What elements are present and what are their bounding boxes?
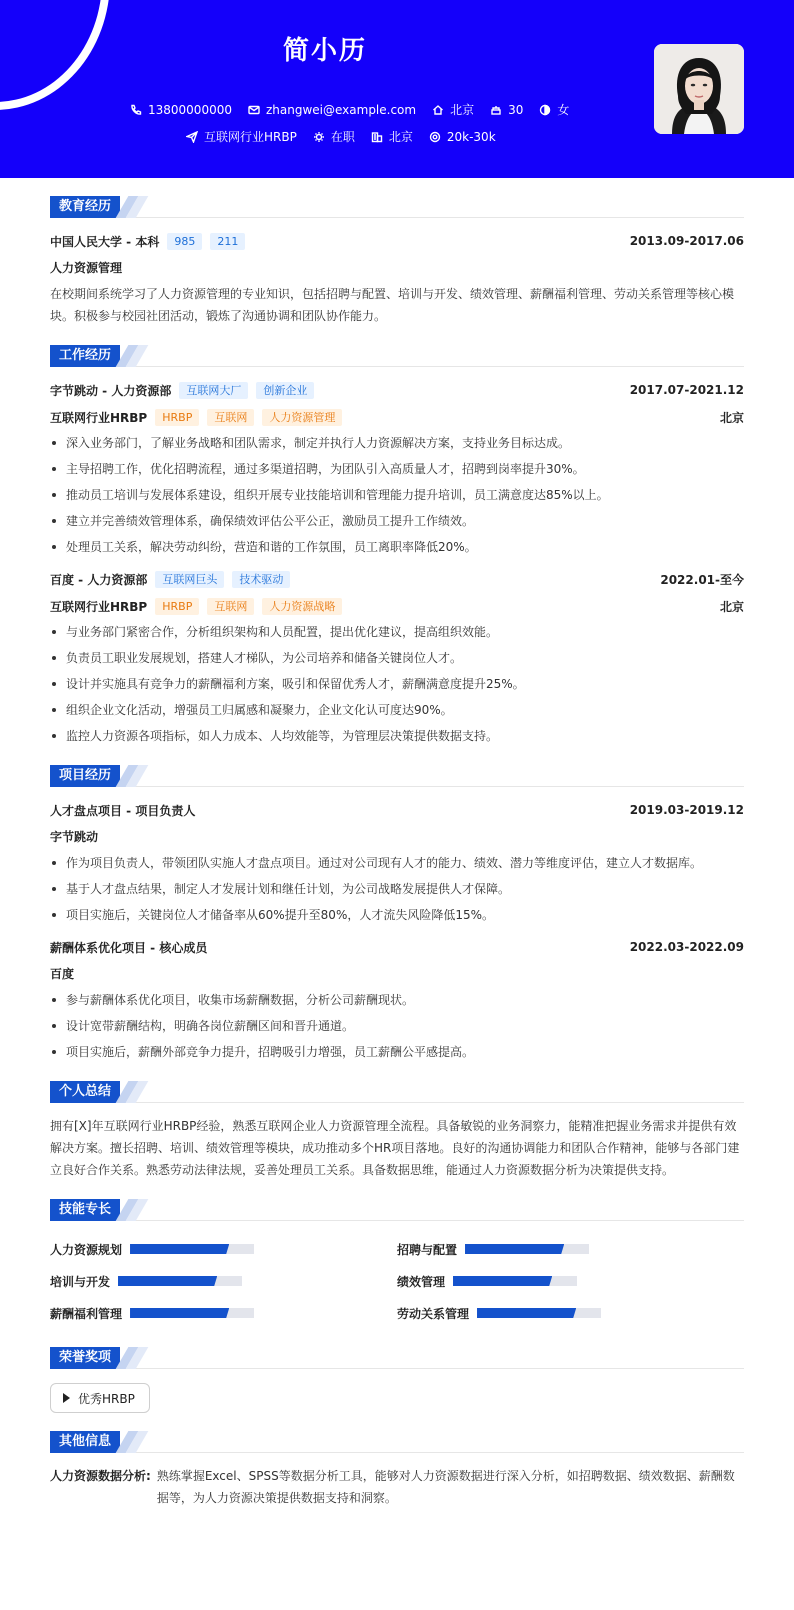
work-item [50,568,744,747]
other-value: 熟练掌握Excel、SPSS等数据分析工具，能够对人力资源数据进行深入分析，如招聘数据、绩效数据、薪酬数据等，为人力资源决策提供数据支持和洞察。 [156,1469,735,1505]
section-title: 其他信息 [50,1431,120,1453]
project-item [50,799,744,926]
send-icon [186,131,198,143]
work-section [50,345,744,747]
skill-fill [465,1244,564,1254]
list-item: 项目实施后，薪酬外部竞争力提升，招聘吸引力增强，员工薪酬公平感提高。 [50,1041,744,1063]
project-bullets [50,989,744,1063]
intent-city-text: 北京 [388,130,413,144]
skill-fill [453,1276,552,1286]
skill-item [397,1265,744,1297]
work-bullets [50,432,744,558]
project-name: 薪酬体系优化项目 - 核心成员 [50,940,208,955]
skill-bar [477,1308,601,1318]
section-header [50,1199,744,1221]
intent-city [371,128,413,145]
list-item: 基于人才盘点结果，制定人才发展计划和继任计划，为公司战略发展提供人才保障。 [50,878,744,900]
award-item [50,1383,150,1413]
intent-row [186,128,512,145]
list-item: 组织企业文化活动，增强员工归属感和凝聚力，企业文化认可度达90%。 [50,699,744,721]
skill-fill [130,1244,229,1254]
phone-text: 13800000000 [148,102,232,117]
salary-icon [429,131,441,143]
skill-name: 绩效管理 [397,1274,446,1289]
company-name: 字节跳动 - 人力资源部 [50,383,172,398]
skill-bar [130,1308,254,1318]
school-tag: 985 [167,233,202,250]
list-item: 推动员工培训与发展体系建设，组织开展专业技能培训和管理能力提升培训，员工满意度达85%以上。 [50,484,744,506]
project-bullets [50,852,744,926]
intent-position-text: 互联网行业HRBP [204,130,297,144]
skill-item [397,1233,744,1265]
skill-bar [453,1276,577,1286]
school-tag: 211 [210,233,245,250]
section-title: 技能专长 [50,1199,120,1221]
intent-status [313,128,355,145]
section-header [50,765,744,787]
section-header [50,196,744,218]
work-date: 2022.01-至今 [660,572,744,587]
company-tag: 互联网大厂 [179,382,248,399]
other-label: 人力资源数据分析: [50,1469,151,1483]
section-title: 教育经历 [50,196,120,218]
play-icon [63,1393,70,1403]
gender-text: 女 [557,103,570,117]
section-header [50,1431,744,1453]
mail-icon [248,104,260,116]
section-title: 荣誉奖项 [50,1347,120,1369]
contact-age [490,103,523,117]
section-header [50,345,744,367]
list-item: 处理员工关系，解决劳动纠纷，营造和谐的工作氛围，员工离职率降低20%。 [50,536,744,558]
skill-fill [118,1276,217,1286]
skills-section [50,1199,744,1329]
list-item: 项目实施后，关键岗位人才储备率从60%提升至80%，人才流失风险降低15%。 [50,904,744,926]
other-section [50,1431,744,1509]
contact-home [432,101,474,118]
skill-bar [130,1244,254,1254]
skill-item [397,1297,744,1329]
list-item: 负责员工职业发展规划，搭建人才梯队，为公司培养和储备关键岗位人才。 [50,647,744,669]
summary-text: 拥有[X]年互联网行业HRBP经验，熟悉互联网企业人力资源管理全流程。具备敏锐的业务洞察力，能精准把握业务需求并提供有效解决方案。擅长招聘、培训、绩效管理等模块，成功推动多个HR项目落地。良好的沟通协调能力和团队合作精神，能够与各部门建立良好合作关系。熟悉劳动法律法规，妥善处理员工关系。具备数据思维，能通过人力资源数据分析为决策提供支持。 [50,1119,740,1177]
work-city: 北京 [719,410,744,425]
awards-section [50,1347,744,1413]
project-item [50,936,744,1063]
section-title: 个人总结 [50,1081,120,1103]
work-date: 2017.07-2021.12 [629,383,744,397]
intent-position [186,128,297,145]
project-name: 人才盘点项目 - 项目负责人 [50,803,196,818]
skill-bar [465,1244,589,1254]
company-name: 百度 - 人力资源部 [50,572,148,587]
skill-name: 薪酬福利管理 [50,1306,123,1321]
role-tag: 互联网 [207,409,254,426]
list-item: 参与薪酬体系优化项目，收集市场薪酬数据，分析公司薪酬现状。 [50,989,744,1011]
skill-item [50,1233,397,1265]
intent-status-text: 在职 [330,130,355,144]
home-text: 北京 [450,103,475,117]
education-date: 2013.09-2017.06 [629,234,744,248]
role-tag: 互联网 [207,598,254,615]
award-name: 优秀HRBP [78,1391,135,1406]
gender-icon [539,104,551,116]
role-name: 互联网行业HRBP [50,410,148,425]
list-item: 与业务部门紧密合作，分析组织架构和人员配置，提出优化建议，提高组织效能。 [50,621,744,643]
contact-row [130,101,585,118]
city-icon [371,131,383,143]
other-item [50,1465,744,1509]
work-item [50,379,744,558]
section-header [50,1081,744,1103]
skill-fill [130,1308,229,1318]
list-item: 设计宽带薪酬结构，明确各岗位薪酬区间和晋升通道。 [50,1015,744,1037]
section-title: 项目经历 [50,765,120,787]
candidate-name: 简小历 [282,36,367,66]
skill-name: 招聘与配置 [397,1242,458,1257]
resume-header [0,0,794,178]
email-text: zhangwei@example.com [265,102,417,117]
skill-name: 培训与开发 [50,1274,111,1289]
age-text: 30 [508,102,524,117]
role-name: 互联网行业HRBP [50,599,148,614]
section-header [50,1347,744,1369]
avatar [654,44,744,134]
projects-section [50,765,744,1063]
intent-salary [429,130,496,144]
home-icon [432,104,444,116]
education-desc: 在校期间系统学习了人力资源管理的专业知识，包括招聘与配置、培训与开发、绩效管理、薪酬福利管理、劳动关系管理等核心模块。积极参与校园社团活动，锻炼了沟通协调和团队协作能力。 [50,287,735,323]
list-item: 建立并完善绩效管理体系，确保绩效评估公平公正，激励员工提升工作绩效。 [50,510,744,532]
section-title: 工作经历 [50,345,120,367]
skills-grid [50,1233,744,1329]
project-org: 字节跳动 [50,830,99,844]
work-city: 北京 [719,599,744,614]
contact-email [248,103,416,117]
skill-name: 劳动关系管理 [397,1306,470,1321]
age-icon [490,104,502,116]
role-tag: HRBP [155,598,199,615]
role-tag: HRBP [155,409,199,426]
role-tag: 人力资源管理 [262,409,342,426]
project-date: 2022.03-2022.09 [629,940,744,954]
company-tag: 互联网巨头 [155,571,224,588]
list-item: 主导招聘工作，优化招聘流程，通过多渠道招聘，为团队引入高质量人才，招聘到岗率提升30%。 [50,458,744,480]
list-item: 设计并实施具有竞争力的薪酬福利方案，吸引和保留优秀人才，薪酬满意度提升25%。 [50,673,744,695]
skill-bar [118,1276,242,1286]
skill-item [50,1265,397,1297]
major: 人力资源管理 [50,261,123,275]
role-tag: 人力资源战略 [262,598,342,615]
education-section [50,196,744,327]
skill-name: 人力资源规划 [50,1242,123,1257]
phone-icon [130,104,142,116]
school-name: 中国人民大学 - 本科 [50,234,160,249]
skill-item [50,1297,397,1329]
company-tag: 创新企业 [256,382,314,399]
list-item: 深入业务部门，了解业务战略和团队需求，制定并执行人力资源解决方案，支持业务目标达成。 [50,432,744,454]
contact-phone [130,103,232,117]
list-item: 监控人力资源各项指标，如人力成本、人均效能等，为管理层决策提供数据支持。 [50,725,744,747]
company-tag: 技术驱动 [232,571,290,588]
list-item: 作为项目负责人，带领团队实施人才盘点项目。通过对公司现有人才的能力、绩效、潜力等维度评估，建立人才数据库。 [50,852,744,874]
intent-salary-text: 20k-30k [446,129,496,144]
skill-fill [477,1308,576,1318]
summary-section [50,1081,744,1181]
project-date: 2019.03-2019.12 [629,803,744,817]
project-org: 百度 [50,967,75,981]
contact-gender [539,101,569,118]
work-bullets [50,621,744,747]
status-icon [313,131,325,143]
